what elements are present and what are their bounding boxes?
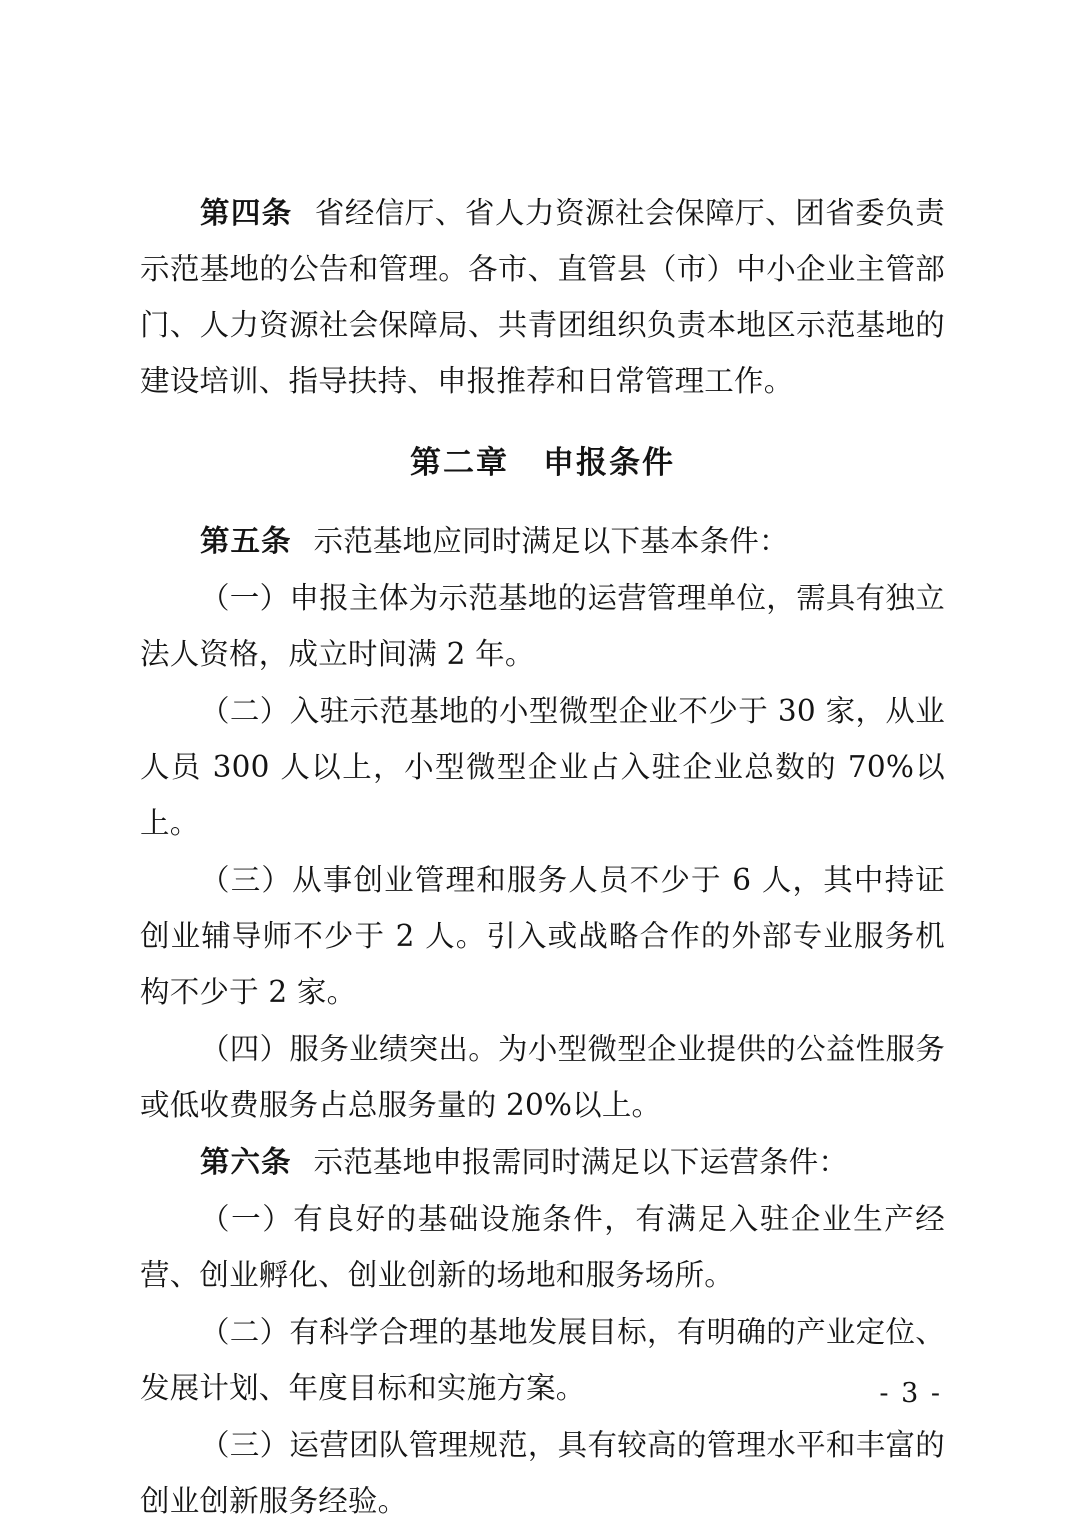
article-six-item-one (140, 1191, 945, 1303)
article-six-item-two-text: （二）有科学合理的基地发展目标，有明确的产业定位、发展计划、年度目标和实施方案。 (140, 1315, 945, 1405)
document-body (140, 185, 945, 1529)
article-four-text: 省经信厅、省人力资源社会保障厅、团省委负责示范基地的公告和管理。各市、直管县（市）中小企业主管部门、人力资源社会保障局、共青团组织负责本地区示范基地的建设培训、指导扶持、申报推荐和日常管理工作。 (140, 196, 945, 398)
chapter-two-title: 申报条件 (543, 445, 675, 481)
article-six-item-three (140, 1417, 945, 1529)
article-six-paragraph (140, 1134, 945, 1190)
article-five-item-three-text: （三）从事创业管理和服务人员不少于 6 人，其中持证创业辅导师不少于 2 人。引入或战略合作的外部专业服务机构不少于 2 家。 (140, 863, 945, 1009)
chapter-two-number: 第二章 (410, 445, 509, 481)
article-five-label: 第五条 (200, 523, 292, 558)
article-five-item-three (140, 852, 945, 1020)
page-number: - 3 - (879, 1378, 942, 1409)
article-five-paragraph (140, 513, 945, 569)
article-five-item-four-text: （四）服务业绩突出。为小型微型企业提供的公益性服务或低收费服务占总服务量的 20%以上。 (140, 1032, 945, 1122)
article-six-item-three-text: （三）运营团队管理规范，具有较高的管理水平和丰富的创业创新服务经验。 (140, 1428, 945, 1518)
article-four-label: 第四条 (200, 195, 293, 230)
article-six-item-two (140, 1304, 945, 1416)
article-six-label: 第六条 (200, 1144, 292, 1179)
article-five-text: 示范基地应同时满足以下基本条件： (313, 524, 789, 558)
chapter-two-heading (140, 435, 945, 491)
article-six-item-one-text: （一）有良好的基础设施条件，有满足入驻企业生产经营、创业孵化、创业创新的场地和服务场所。 (140, 1202, 945, 1292)
article-five-item-one-text: （一）申报主体为示范基地的运营管理单位，需具有独立法人资格，成立时间满 2 年。 (140, 581, 945, 671)
article-six-text: 示范基地申报需同时满足以下运营条件： (313, 1145, 849, 1179)
article-five-item-one (140, 570, 945, 682)
article-five-item-four (140, 1021, 945, 1133)
article-five-item-two (140, 683, 945, 851)
article-four-paragraph (140, 185, 945, 409)
article-five-item-two-text: （二）入驻示范基地的小型微型企业不少于 30 家，从业人员 300 人以上，小型微型企业占入驻企业总数的 70%以上。 (140, 694, 945, 840)
